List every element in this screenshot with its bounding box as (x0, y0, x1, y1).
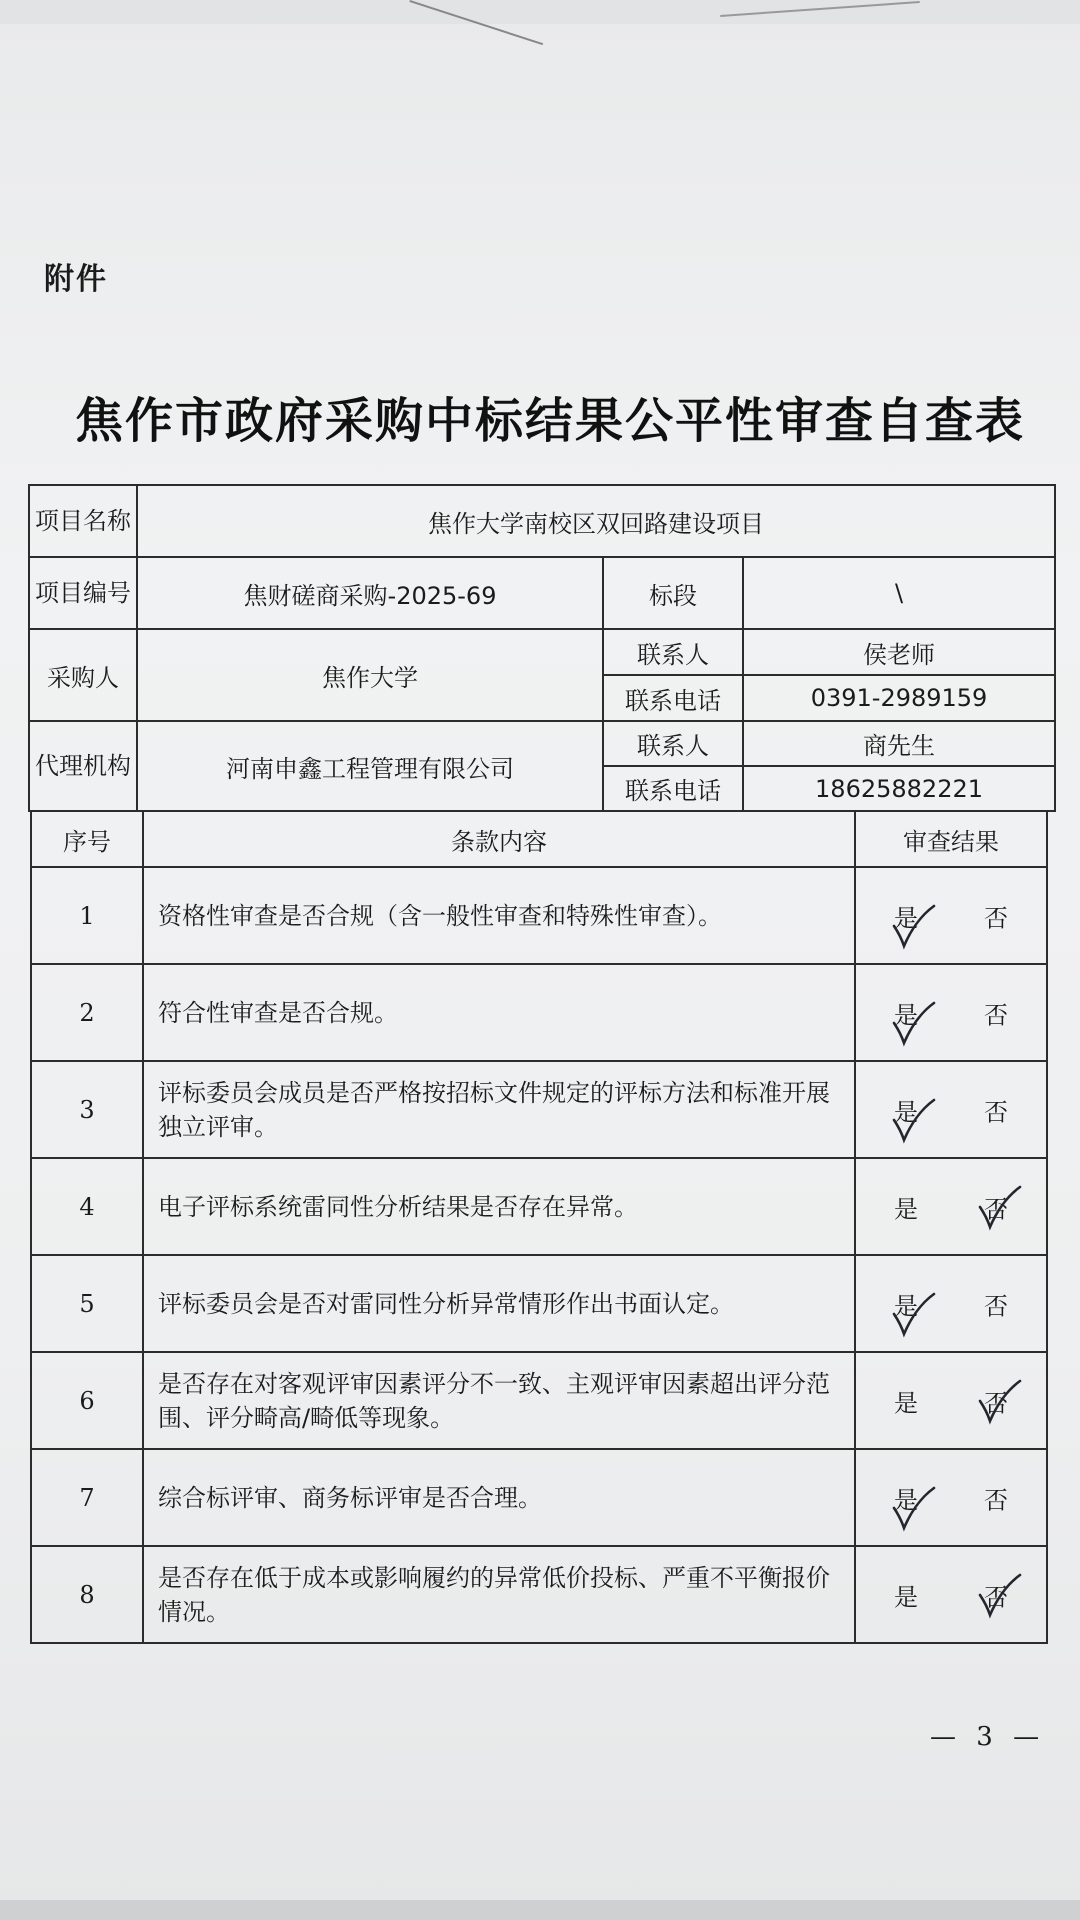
item-result (855, 1255, 1047, 1352)
purchaser-phone-value: 0391-2989159 (743, 675, 1055, 721)
item-number: 4 (31, 1158, 143, 1255)
no-option: 否 (984, 1389, 1008, 1417)
purchaser-contact-label: 联系人 (603, 629, 743, 675)
check-mark-icon (890, 1290, 938, 1338)
check-mark-icon (976, 1571, 1024, 1619)
yes-option: 是 (894, 904, 918, 932)
no-option: 否 (984, 1195, 1008, 1223)
item-number: 8 (31, 1546, 143, 1643)
no-option: 否 (984, 1292, 1008, 1320)
yes-option: 是 (894, 1098, 918, 1126)
yes-option: 是 (894, 1292, 918, 1320)
page-edge-shadow (0, 0, 1080, 24)
check-mark-icon (890, 999, 938, 1047)
item-number: 2 (31, 964, 143, 1061)
yes-option: 是 (894, 1486, 918, 1514)
item-number: 1 (31, 867, 143, 964)
attachment-label: 附件 (44, 262, 108, 297)
item-result (855, 964, 1047, 1061)
table-row (31, 1061, 1047, 1158)
project-no-value: 焦财磋商采购-2025-69 (137, 557, 603, 629)
table-row (31, 867, 1047, 964)
project-name-label: 项目名称 (29, 485, 137, 557)
table-row (31, 1255, 1047, 1352)
project-info-table (28, 484, 1056, 812)
table-row (31, 1449, 1047, 1546)
table-header-row (31, 811, 1047, 867)
no-option: 否 (984, 904, 1008, 932)
item-number: 7 (31, 1449, 143, 1546)
item-result (855, 1449, 1047, 1546)
page-edge-shadow (0, 1900, 1080, 1920)
item-content: 综合标评审、商务标评审是否合理。 (143, 1449, 855, 1546)
column-header-content: 条款内容 (143, 811, 855, 867)
item-content: 评标委员会是否对雷同性分析异常情形作出书面认定。 (143, 1255, 855, 1352)
yes-option: 是 (894, 1389, 918, 1417)
project-no-label: 项目编号 (29, 557, 137, 629)
check-mark-icon (976, 1377, 1024, 1425)
lot-label: 标段 (603, 557, 743, 629)
table-row (29, 485, 1055, 557)
item-content: 资格性审查是否合规（含一般性审查和特殊性审查）。 (143, 867, 855, 964)
check-mark-icon (976, 1183, 1024, 1231)
check-mark-icon (890, 1484, 938, 1532)
page-number: — 3 — (930, 1722, 1046, 1752)
item-number: 6 (31, 1352, 143, 1449)
item-content: 电子评标系统雷同性分析结果是否存在异常。 (143, 1158, 855, 1255)
table-row (29, 557, 1055, 629)
table-row (31, 1352, 1047, 1449)
agency-value: 河南申鑫工程管理有限公司 (137, 721, 603, 811)
document-title: 焦作市政府采购中标结果公平性审查自查表 (74, 393, 1025, 449)
table-row (31, 1546, 1047, 1643)
agency-contact-label: 联系人 (603, 721, 743, 766)
yes-option: 是 (894, 1583, 918, 1611)
agency-phone-label: 联系电话 (603, 766, 743, 811)
no-option: 否 (984, 1486, 1008, 1514)
table-row (29, 721, 1055, 766)
purchaser-label: 采购人 (29, 629, 137, 721)
purchaser-value: 焦作大学 (137, 629, 603, 721)
table-row (31, 1158, 1047, 1255)
yes-option: 是 (894, 1195, 918, 1223)
item-content: 是否存在低于成本或影响履约的异常低价投标、严重不平衡报价情况。 (143, 1546, 855, 1643)
no-option: 否 (984, 1001, 1008, 1029)
table-row (29, 629, 1055, 675)
check-mark-icon (890, 1096, 938, 1144)
purchaser-contact-value: 侯老师 (743, 629, 1055, 675)
item-result (855, 1061, 1047, 1158)
yes-option: 是 (894, 1001, 918, 1029)
item-content: 符合性审查是否合规。 (143, 964, 855, 1061)
table-row (31, 964, 1047, 1061)
review-items-table (30, 810, 1048, 1644)
column-header-result: 审查结果 (855, 811, 1047, 867)
item-content: 是否存在对客观评审因素评分不一致、主观评审因素超出评分范围、评分畸高/畸低等现象。 (143, 1352, 855, 1449)
column-header-no: 序号 (31, 811, 143, 867)
item-result (855, 1352, 1047, 1449)
project-name-value: 焦作大学南校区双回路建设项目 (137, 485, 1055, 557)
item-result (855, 867, 1047, 964)
lot-value: \ (743, 557, 1055, 629)
item-content: 评标委员会成员是否严格按招标文件规定的评标方法和标准开展独立评审。 (143, 1061, 855, 1158)
agency-label: 代理机构 (29, 721, 137, 811)
item-number: 3 (31, 1061, 143, 1158)
check-mark-icon (890, 902, 938, 950)
item-number: 5 (31, 1255, 143, 1352)
agency-phone-value: 18625882221 (743, 766, 1055, 811)
no-option: 否 (984, 1098, 1008, 1126)
item-result (855, 1546, 1047, 1643)
purchaser-phone-label: 联系电话 (603, 675, 743, 721)
no-option: 否 (984, 1583, 1008, 1611)
item-result (855, 1158, 1047, 1255)
agency-contact-value: 商先生 (743, 721, 1055, 766)
